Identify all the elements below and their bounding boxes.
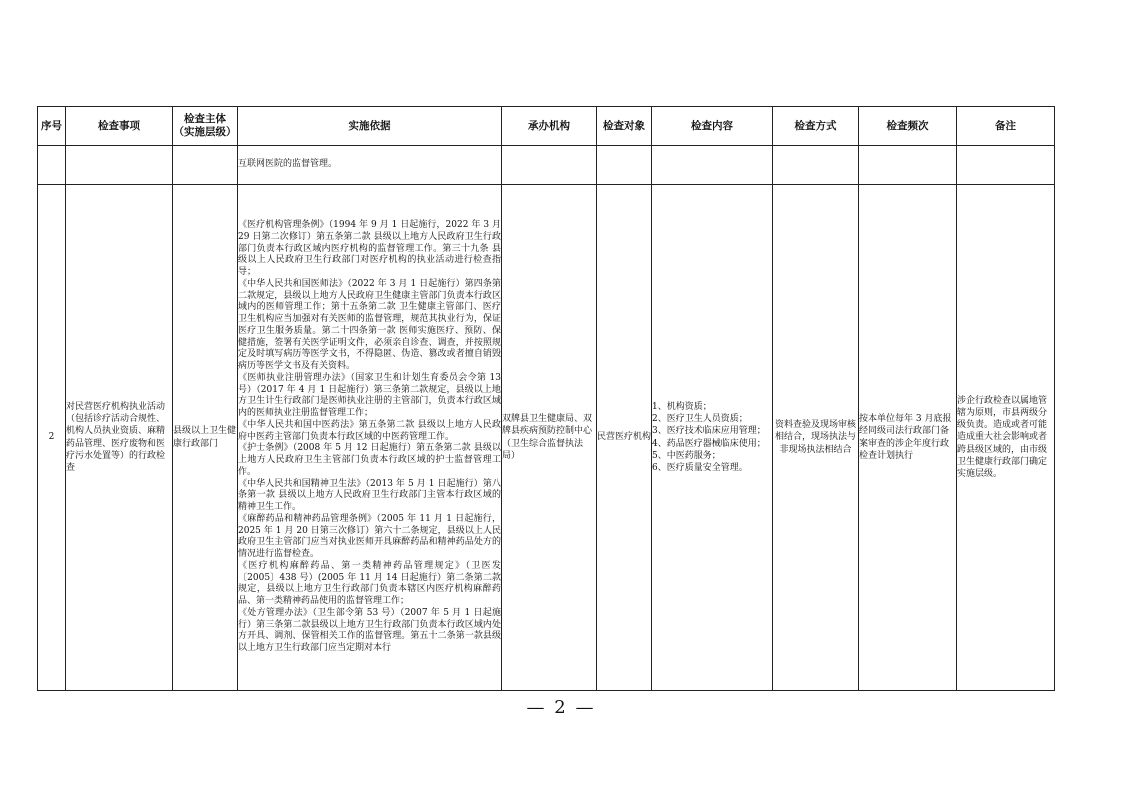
cell-frequency: 按本单位每年 3 月底报经同级司法行政部门备案审查的涉企年度行政检查计划执行 [859,185,957,691]
inspection-table [37,106,1055,691]
cell-empty [859,146,957,185]
basis-paragraph: 《护士条例》（2008 年 5 月 12 日起施行）第五条第二款 县级以上地方人民政府卫生主管部门负责本行政区域的护士监督管理工作。 [238,443,501,477]
content-item: 1、机构资质； [652,401,712,412]
cell-method: 资料查验及现场审核相结合，现场执法与非现场执法相结合 [773,185,859,691]
header-object: 检查对象 [597,107,652,146]
basis-paragraph: 《中华人民共和国医师法》（2022 年 3 月 1 日起施行）第四条第二款规定，县级以上地方人民政府卫生健康主管部门负责本行政区域内的医师管理工作；第十五条第二款 卫生健康主管部门、医疗卫生机构应当加强对有关医师的监督管理，规范其执业行为，保证医疗卫生服务质量。第二十四条第一款 医师实施医疗、预防、保健措施，签署有关医学证明文件，必须亲自诊查、调查，并按照规定及时填写病历等医学文书，不得隐匿、伪造、篡改或者擅自销毁病历等医学文书及有关资料。 [238,278,501,372]
header-subject-line2: （实施层级） [173,126,237,138]
table-header-row [38,107,1055,146]
basis-paragraph: 《医疗机构麻醉药品、第一类精神药品管理规定》（卫医发〔2005〕438 号）(2005 年 11 月 14 日起施行）第二条第二款规定，县级以上地方卫生行政部门负责本辖区内医疗机构麻醉药品、第一类精神药品使用的监督管理工作； [238,560,501,607]
cell-object: 民营医疗机构 [597,185,652,691]
cell-agency: 双牌县卫生健康局、双牌县疾病预防控制中心（卫生综合监督执法局） [502,185,597,691]
content-item: 4、药品医疗器械临床使用； [652,438,766,449]
header-subject-line1: 检查主体 [184,113,226,125]
basis-paragraph: 《医师执业注册管理办法》（国家卫生和计划生育委员会令第 13 号）（2017 年 4 月 1 日起施行）第三条第二款规定，县级以上地方卫生计生行政部门是医师执业注册的主管部门，负责本行政区域内的医师执业注册监督管理工作； [238,372,501,419]
cell-empty [173,146,238,185]
cell-content [652,185,773,691]
cell-empty [652,146,773,185]
basis-paragraph: 《中华人民共和国精神卫生法》（2013 年 5 月 1 日起施行）第八条第一款 县级以上地方人民政府卫生行政部门主管本行政区域的精神卫生工作。 [238,478,501,513]
cell-item: 对民营医疗机构执业活动（包括诊疗活动合规性、机构人员执业资质、麻精药品管理、医疗废物和医疗污水处置等）的行政检查 [66,185,173,691]
cell-empty [38,146,66,185]
cell-empty [502,146,597,185]
basis-paragraph: 《处方管理办法》（卫生部令第 53 号）（2007 年 5 月 1 日起施行）第三条第二款县级以上地方卫生行政部门负责本行政区域内处方开具、调剂、保管相关工作的监督管理。第五十二条第一款县级以上地方卫生行政部门应当定期对本行 [238,607,501,654]
cell-remarks: 涉企行政检查以属地管辖为原则，市县两级分级负责。造成或者可能造成重大社会影响或者跨县级区域的，由市级卫生健康行政部门确定实施层级。 [957,185,1055,691]
header-item: 检查事项 [66,107,173,146]
header-frequency: 检查频次 [859,107,957,146]
header-subject [173,107,238,146]
table-row-continued [38,146,1055,185]
content-item: 3、医疗技术临床应用管理； [652,426,766,437]
cell-empty [597,146,652,185]
content-item: 6、医疗质量安全管理。 [652,462,748,473]
cell-empty [66,146,173,185]
table-row [38,185,1055,691]
cell-seq: 2 [38,185,66,691]
basis-paragraph: 《麻醉药品和精神药品管理条例》（2005 年 11 月 1 日起施行，2025 年 1 月 20 日第三次修订）第六十二条规定，县级以上人民政府卫生主管部门应当对执业医师开具麻醉药品和精神药品处方的情况进行监督检查。 [238,513,501,560]
page-number: — 2 — [526,697,596,718]
cell-subject: 县级以上卫生健康行政部门 [173,185,238,691]
content-item: 5、中医药服务； [652,450,721,461]
header-content: 检查内容 [652,107,773,146]
cell-empty [957,146,1055,185]
header-seq: 序号 [38,107,66,146]
header-remarks: 备注 [957,107,1055,146]
basis-paragraph: 《中华人民共和国中医药法》第五条第二款 县级以上地方人民政府中医药主管部门负责本行政区域的中医药管理工作。 [238,419,501,442]
header-agency: 承办机构 [502,107,597,146]
cell-basis-continued: 互联网医院的监督管理。 [238,146,502,185]
header-basis: 实施依据 [238,107,502,146]
cell-empty [773,146,859,185]
header-method: 检查方式 [773,107,859,146]
basis-paragraph: 《医疗机构管理条例》（1994 年 9 月 1 日起施行，2022 年 3 月 29 日第二次修订）第五条第二款 县级以上地方人民政府卫生行政部门负责本行政区域内医疗机构的监督管理工作。第三十九条 县级以上人民政府卫生行政部门对医疗机构的执业活动进行检查指导； [238,220,501,278]
content-item: 2、医疗卫生人员资质； [652,414,748,425]
cell-basis [238,185,502,691]
